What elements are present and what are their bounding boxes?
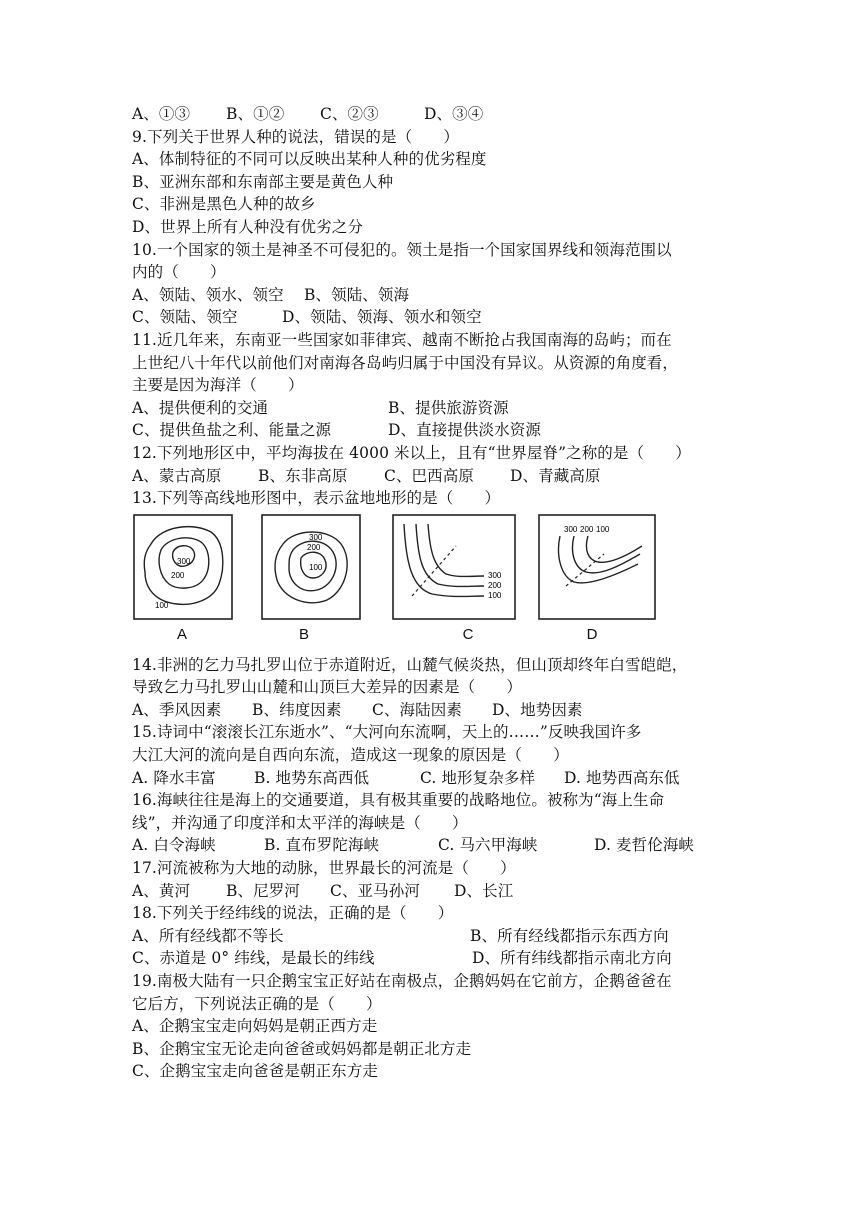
contour-d-label-200: 200 [580,524,594,534]
answer-option: C、亚马孙河 [330,881,420,900]
options-line [132,699,732,722]
answer-option: D、领陆、领海、领水和领空 [282,308,482,327]
answer-option: C、巴西高原 [384,466,474,485]
answer-option: D、长江 [454,881,514,900]
contour-c-label-100: 100 [488,590,502,600]
contour-b-label-200: 200 [307,542,321,552]
answer-option: C. 地形复杂多样 [420,768,536,787]
answer-option: B、东非高原 [258,466,348,485]
text-line: 内的（ ） [132,263,226,282]
contour-b-label-100: 100 [309,562,323,572]
text-line: B、企鹅宝宝无论走向爸爸或妈妈都是朝正北方走 [132,1039,472,1058]
text-line: 16.海峡往往是海上的交通要道，具有极其重要的战略地位。被称为“海上生命 [132,791,665,810]
contour-figure [130,514,732,652]
contour-b-label-300: 300 [309,532,323,542]
text-line: A、体制特征的不同可以反映出某种人种的优劣程度 [132,150,487,169]
options-line [132,419,732,442]
answer-option: C、领陆、领空 [132,308,238,327]
options-line [132,925,732,948]
options-line [132,947,732,970]
question-content [132,103,732,1083]
answer-option: C、②③ [320,105,379,123]
contour-map-a [133,514,233,624]
contour-map-b [261,514,361,624]
options-line [132,103,732,126]
answer-option: C、提供鱼盐之利、能量之源 [132,421,332,440]
answer-option: C、赤道是 0° 纬线，是最长的纬线 [132,949,375,968]
answer-option: B、领陆、领海 [304,285,410,304]
text-line: 主要是因为海洋（ ） [132,376,304,395]
answer-option: A、①③ [132,105,191,123]
options-line [132,880,732,903]
text-line: 13.下列等高线地形图中，表示盆地地形的是（ ） [132,489,501,508]
contour-c-label-200: 200 [488,580,502,590]
answer-option: A、所有经线都不等长 [132,926,284,945]
text-line: 12.下列地形区中，平均海拔在 4000 米以上，且有“世界屋脊”之称的是（ ） [132,443,691,462]
figure-label-c: C [462,625,474,643]
answer-option: A、黄河 [132,881,191,900]
options-line [132,284,732,307]
contour-map-c [392,514,516,624]
contour-map-d [538,514,656,624]
answer-option: B、提供旅游资源 [388,398,509,417]
options-line [132,767,732,790]
text-line: C、企鹅宝宝走向爸爸是朝正东方走 [132,1062,378,1081]
options-line [132,397,732,420]
contour-d-label-100: 100 [596,524,610,534]
answer-option: A. 降水丰富 [132,768,216,787]
text-line: B、亚洲东部和东南部主要是黄色人种 [132,172,394,191]
text-line: 19.南极大陆有一只企鹅宝宝正好站在南极点，企鹅妈妈在它前方，企鹅爸爸在 [132,972,672,990]
questions-before-figure [132,103,732,510]
answer-option: D、地势因素 [492,700,583,719]
questions-after-figure [132,654,732,1083]
contour-c-label-300: 300 [488,570,502,580]
text-line: 17.河流被称为大地的动脉，世界最长的河流是（ ） [132,859,516,878]
answer-option: B、所有经线都指示东西方向 [470,926,669,945]
answer-option: B、①② [226,105,285,123]
text-line: C、非洲是黑色人种的故乡 [132,195,316,214]
answer-option: D. 麦哲伦海峡 [594,836,695,855]
text-line: 上世纪八十年代以前他们对南海各岛屿归属于中国没有异议。从资源的角度看， [132,353,679,372]
text-line: 15.诗词中“滚滚长江东逝水”、“大河向东流啊，天上的……”反映我国许多 [132,723,642,742]
text-line: 线”，并沟通了印度洋和太平洋的海峡是（ ） [132,813,468,832]
text-line: 11.近几年来，东南亚一些国家如菲律宾、越南不断抢占我国南海的岛屿；而在 [132,330,672,349]
options-line [132,306,732,329]
options-line [132,465,732,488]
text-line: D、世界上所有人种没有优劣之分 [132,217,363,236]
answer-option: C. 马六甲海峡 [438,836,538,855]
answer-option: B. 直布罗陀海峡 [264,836,380,855]
text-line: 它后方，下列说法正确的是（ ） [132,994,382,1013]
text-line: 14.非洲的乞力马扎罗山位于赤道附近，山麓气候炎热，但山顶却终年白雪皑皑， [132,655,688,674]
figure-label-b: B [298,625,309,643]
text-line: 大江大河的流向是自西向东流，造成这一现象的原因是（ ） [132,746,569,765]
contour-d-label-300: 300 [564,524,578,534]
answer-option: A、提供便利的交通 [132,398,269,417]
contour-a-label-200: 200 [171,570,185,580]
answer-option: A、蒙古高原 [132,466,222,485]
text-line: 9.下列关于世界人种的说法，错误的是（ ） [132,127,459,146]
options-line [132,834,732,857]
figure-label-d: D [586,625,598,643]
answer-option: D、所有纬线都指示南北方向 [472,949,672,968]
answer-option: A、季风因素 [132,700,222,719]
answer-option: B、纬度因素 [252,700,342,719]
answer-option: B、尼罗河 [226,881,300,900]
answer-option: D. 地势西高东低 [564,768,680,787]
text-line: 10.一个国家的领土是神圣不可侵犯的。领土是指一个国家国界线和领海范围以 [132,240,672,259]
answer-option: D、③④ [424,105,484,123]
answer-option: C、海陆因素 [372,700,462,719]
answer-option: A、领陆、领水、领空 [132,285,284,304]
answer-option: B. 地势东高西低 [254,768,370,787]
text-line: 18.下列关于经纬线的说法，正确的是（ ） [132,904,454,923]
answer-option: D、青藏高原 [510,466,601,485]
contour-a-label-100: 100 [155,600,169,610]
contour-a-label-300: 300 [177,556,191,566]
answer-option: D、直接提供淡水资源 [388,421,541,440]
text-line: A、企鹅宝宝走向妈妈是朝正西方走 [132,1017,378,1036]
figure-label-a: A [176,625,187,643]
text-line: 导致乞力马扎罗山山麓和山顶巨大差异的因素是（ ） [132,678,523,697]
answer-option: A. 白令海峡 [132,836,216,855]
